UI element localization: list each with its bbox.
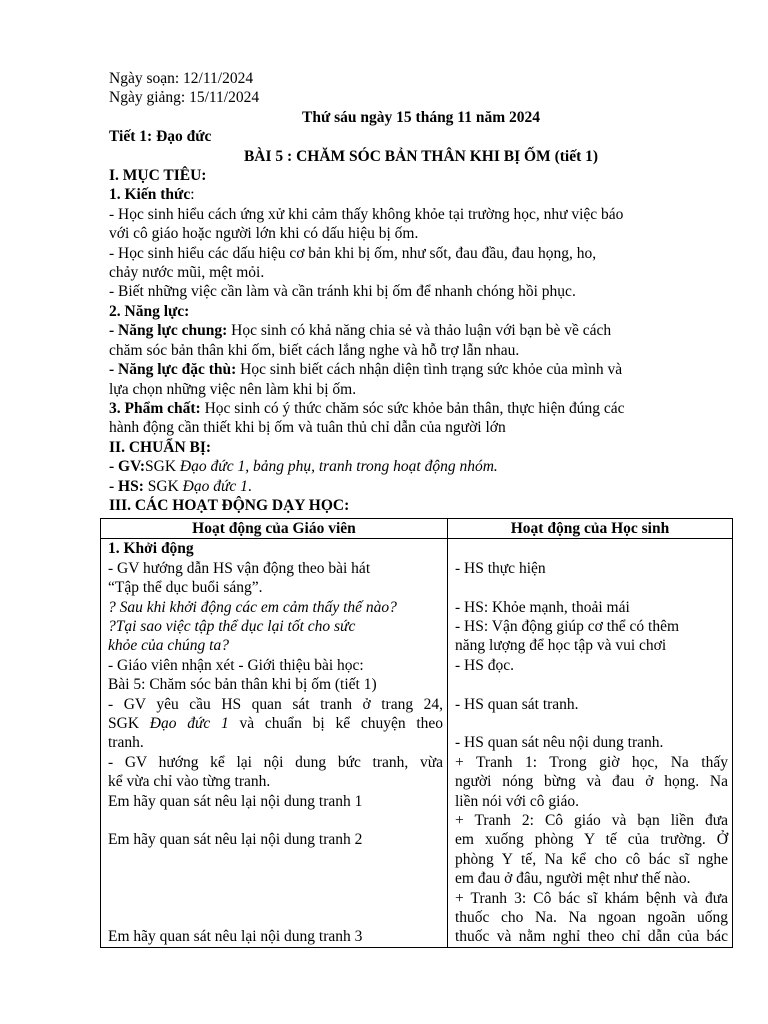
- student-line: thuốc cho Na. Na ngoan ngoãn uống: [455, 909, 728, 927]
- teacher-line: [108, 869, 443, 888]
- student-line: [455, 675, 728, 694]
- special-competence-text: Học sinh biết cách nhận diện tình trạng sức khỏe của mình và: [236, 361, 623, 379]
- quality: [109, 399, 733, 418]
- general-competence-cont: chăm sóc bản thân khi ốm, biết cách lắng nghe và hỗ trợ lẫn nhau.: [109, 341, 520, 359]
- quality-label: 3. Phẩm chất:: [109, 399, 201, 417]
- knowledge-line: - Học sinh hiểu cách ứng xử khi cảm thấy không khỏe tại trường học, như việc báo: [109, 205, 624, 223]
- student-line: + Tranh 2: Cô giáo và bạn liền đưa: [455, 812, 728, 830]
- quality-cont: hành động cần thiết khi bị ốm và tuân thủ chỉ dẫn của người lớn: [109, 419, 506, 437]
- knowledge-line: chảy nước mũi, mệt mỏi.: [109, 264, 265, 282]
- knowledge-line: - Biết những việc cần làm và cần tránh khi bị ốm để nhanh chóng hồi phục.: [109, 283, 576, 301]
- student-line: phòng Y tế, Na kể cho cô bác sĩ nghe: [455, 850, 728, 868]
- general-competence: [109, 321, 733, 340]
- teacher-activities-cell: [101, 539, 448, 947]
- student-line: - HS thực hiện: [455, 559, 546, 577]
- teacher-line: khỏe của chúng ta?: [108, 637, 229, 655]
- teacher-line: Em hãy quan sát nêu lại nội dung tranh 2: [108, 831, 363, 849]
- teacher-line: - GV hướng dẫn HS vận động theo bài hát: [108, 559, 371, 577]
- student-activities-cell: [448, 539, 733, 947]
- lesson-plan-page: [109, 69, 733, 515]
- teacher-line: [108, 889, 443, 908]
- teacher-line: [108, 908, 443, 927]
- student-line: [455, 539, 728, 558]
- teacher-line: - Giáo viên nhận xét - Giới thiệu bài học:: [108, 656, 364, 674]
- teacher-line: [108, 850, 443, 869]
- gv-text: SGK: [145, 458, 180, 476]
- student-column-header: Hoạt động của Học sinh: [448, 519, 733, 539]
- date-title: Thứ sáu ngày 15 tháng 11 năm 2024: [302, 108, 540, 126]
- student-line: + Tranh 3: Cô bác sĩ khám bệnh và đưa: [455, 889, 728, 907]
- teacher-line: - GV yêu cầu HS quan sát tranh ở trang 24,: [108, 695, 443, 713]
- gv-label: - GV:: [109, 458, 146, 476]
- hs-label: - HS:: [109, 477, 144, 495]
- special-competence-label: - Năng lực đặc thù:: [109, 361, 237, 379]
- student-line: [455, 714, 728, 733]
- teacher-line: - GV hướng kể lại nội dung bức tranh, vừa: [108, 753, 443, 771]
- teacher-line: [108, 811, 443, 830]
- knowledge-heading: [109, 185, 733, 204]
- preparation-heading: II. CHUẨN BỊ:: [109, 438, 212, 456]
- student-line: [455, 578, 728, 597]
- student-line: em xuống phòng Y tế của trường. Ở: [455, 831, 728, 849]
- student-line: - HS: Khỏe mạnh, thoải mái: [455, 598, 630, 616]
- teacher-line: ? Sau khi khởi động các em cảm thấy thế nào?: [108, 598, 397, 616]
- teacher-line: Bài 5: Chăm sóc bản thân khi bị ốm (tiết 1): [108, 676, 377, 694]
- teach-date: Ngày giảng: 15/11/2024: [109, 89, 260, 107]
- special-competence: [109, 360, 733, 379]
- teacher-line: “Tập thể dục buổi sáng”.: [108, 579, 263, 597]
- teacher-materials: [109, 457, 733, 476]
- teacher-text: SGK: [108, 715, 140, 733]
- gv-text-italic: Đạo đức 1, bảng phụ, tranh trong hoạt động nhóm.: [179, 458, 498, 476]
- student-line: người nóng bừng và đau ở họng. Na: [455, 773, 728, 791]
- teacher-text-italic: Đạo đức 1: [149, 715, 229, 733]
- activities-table: [100, 518, 733, 948]
- hs-text-end: .: [247, 477, 252, 495]
- student-line: em đau ở đâu, người mệt như thế nào.: [455, 870, 691, 888]
- student-line: + Tranh 1: Trong giờ học, Na thấy: [455, 753, 728, 771]
- student-line: - HS: Vận động giúp cơ thể có thêm: [455, 618, 680, 635]
- knowledge-colon: :: [190, 186, 195, 204]
- knowledge-line: với cô giáo hoặc người lớn khi có dấu hiệu bị ốm.: [109, 225, 419, 243]
- teacher-line: [108, 714, 443, 733]
- teacher-text: và chuẩn bị kể chuyện theo: [239, 715, 444, 733]
- student-line: - HS đọc.: [455, 656, 514, 674]
- lesson-title: BÀI 5 : CHĂM SÓC BẢN THÂN KHI BỊ ỐM (tiết 1): [243, 147, 599, 165]
- teacher-line: ?Tại sao việc tập thể dục lại tốt cho sức: [108, 618, 356, 636]
- special-competence-cont: lựa chọn những việc nên làm khi bị ốm.: [109, 380, 357, 398]
- table-row: [101, 539, 733, 947]
- hs-text-italic: Đạo đức 1: [182, 477, 248, 495]
- teacher-line: 1. Khởi động: [108, 540, 194, 558]
- knowledge-label: 1. Kiến thức: [109, 186, 191, 204]
- teacher-column-header: Hoạt động của Giáo viên: [101, 519, 448, 539]
- quality-text: Học sinh có ý thức chăm sóc sức khỏe bản thân, thực hiện đúng các: [200, 399, 625, 417]
- table-header-row: [101, 519, 733, 539]
- teacher-line: kể vừa chỉ vào từng tranh.: [108, 773, 271, 791]
- student-line: năng lượng để học tập và vui chơi: [455, 637, 667, 655]
- student-line: - HS quan sát tranh.: [455, 695, 579, 713]
- student-line: liền nói với cô giáo.: [455, 792, 579, 810]
- general-competence-label: - Năng lực chung:: [109, 322, 228, 340]
- objectives-heading: I. MỤC TIÊU:: [109, 167, 207, 185]
- student-line: - HS quan sát nêu nội dung tranh.: [455, 734, 664, 752]
- knowledge-line: - Học sinh hiểu các dấu hiệu cơ bản khi bị ốm, như sốt, đau đầu, đau họng, ho,: [109, 244, 597, 262]
- teacher-line: Em hãy quan sát nêu lại nội dung tranh 3: [108, 928, 363, 946]
- period-subject: Tiết 1: Đạo đức: [109, 128, 212, 146]
- student-materials: [109, 477, 733, 496]
- prep-date: Ngày soạn: 12/11/2024: [109, 70, 254, 87]
- teacher-line: tranh.: [108, 734, 144, 752]
- teacher-line: Em hãy quan sát nêu lại nội dung tranh 1: [108, 792, 363, 810]
- competence-heading: 2. Năng lực:: [109, 302, 190, 320]
- student-line: thuốc và nằm nghỉ theo chỉ dẫn của bác: [455, 928, 728, 946]
- general-competence-text: Học sinh có khả năng chia sẻ và thảo luận với bạn bè về cách: [227, 322, 612, 340]
- activities-heading: III. CÁC HOẠT ĐỘNG DẠY HỌC:: [109, 496, 350, 514]
- hs-text: SGK: [143, 477, 183, 495]
